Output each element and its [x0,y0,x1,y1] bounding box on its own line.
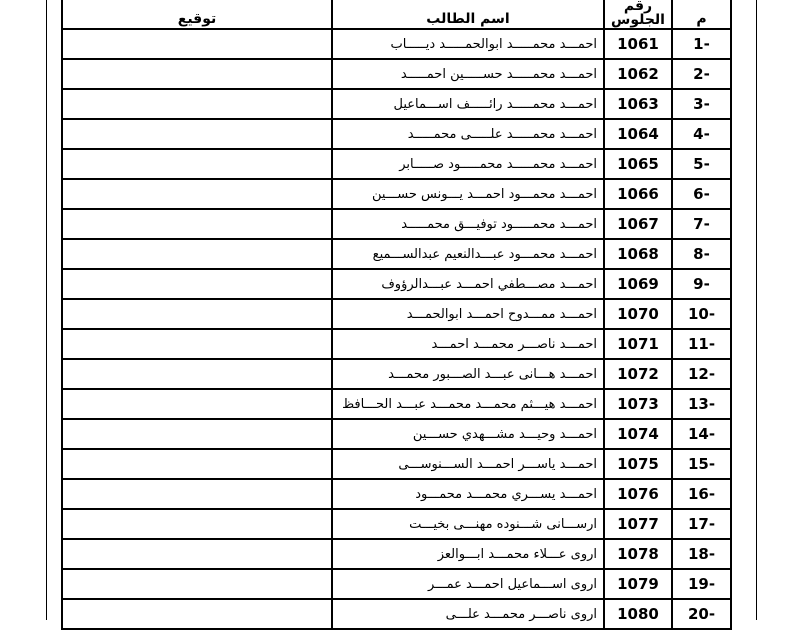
serial-cell: -20 [672,599,731,629]
header-serial: م [672,0,731,29]
table-row [62,389,731,419]
student-name-cell: احمـــد يســـري محمـــد محمـــود [332,479,604,509]
signature-cell [62,539,332,569]
table-row [62,29,731,59]
student-name-cell: احمـــد محمـــود احمـــد يـــونس حســـين [332,179,604,209]
student-name-cell: احمـــد محمـــــد رائـــــف اســـماعيل [332,89,604,119]
seat-number-cell: 1070 [604,299,672,329]
seat-number-cell: 1079 [604,569,672,599]
header-signature: توقيع [62,0,332,29]
table-row [62,209,731,239]
student-name-cell: احمـــد ياســـر احمـــد الســـنوســـى [332,449,604,479]
signature-cell [62,359,332,389]
seat-number-cell: 1073 [604,389,672,419]
student-name-cell: احمـــد ناصـــر محمـــد احمـــد [332,329,604,359]
serial-cell: -14 [672,419,731,449]
seat-number-cell: 1080 [604,599,672,629]
table-row [62,299,731,329]
table-row [62,599,731,629]
student-name-cell: احمـــد محمـــود عبـــدالنعيم عبدالســـميع [332,239,604,269]
signature-cell [62,239,332,269]
table-row [62,59,731,89]
student-name-cell: احمـــد محمـــــد ابوالحمـــــد ديـــــاب [332,29,604,59]
serial-cell: -17 [672,509,731,539]
serial-cell: -4 [672,119,731,149]
signature-cell [62,449,332,479]
seat-number-cell: 1061 [604,29,672,59]
signature-cell [62,329,332,359]
student-name-cell: اروى اســـماعيل احمـــد عمـــر [332,569,604,599]
table-row [62,359,731,389]
seat-number-cell: 1065 [604,149,672,179]
seat-number-cell: 1068 [604,239,672,269]
signature-cell [62,179,332,209]
table-row [62,539,731,569]
table-header-row [62,0,731,29]
signature-cell [62,269,332,299]
header-seat-line2: الجلوس [611,12,665,28]
serial-cell: -8 [672,239,731,269]
seat-number-cell: 1064 [604,119,672,149]
signature-cell [62,389,332,419]
table-row [62,449,731,479]
seat-number-cell: 1062 [604,59,672,89]
serial-cell: -6 [672,179,731,209]
student-name-cell: احمـــد وحيـــد مشـــهدي حســـين [332,419,604,449]
student-name-cell: احمـــد مصـــطفي احمـــد عبـــدالرؤوف [332,269,604,299]
header-student-name: اسم الطالب [332,0,604,29]
serial-cell: -15 [672,449,731,479]
table-row [62,179,731,209]
table-row [62,419,731,449]
serial-cell: -11 [672,329,731,359]
signature-cell [62,119,332,149]
table-row [62,89,731,119]
serial-cell: -12 [672,359,731,389]
header-seat-number [604,0,672,29]
signature-cell [62,89,332,119]
signature-cell [62,149,332,179]
seat-number-cell: 1072 [604,359,672,389]
signature-cell [62,509,332,539]
page-border-left [46,0,47,620]
table-row [62,269,731,299]
table-row [62,329,731,359]
header-seat-line1: رقم [623,0,653,14]
serial-cell: -19 [672,569,731,599]
table-row [62,239,731,269]
serial-cell: -5 [672,149,731,179]
serial-cell: -1 [672,29,731,59]
serial-cell: -13 [672,389,731,419]
seat-number-cell: 1066 [604,179,672,209]
seat-number-cell: 1077 [604,509,672,539]
student-roster-table [61,0,732,630]
page-border-right [756,0,757,620]
serial-cell: -16 [672,479,731,509]
table-row [62,509,731,539]
serial-cell: -3 [672,89,731,119]
seat-number-cell: 1078 [604,539,672,569]
seat-number-cell: 1076 [604,479,672,509]
signature-cell [62,479,332,509]
seat-number-cell: 1075 [604,449,672,479]
student-name-cell: احمـــد محمـــــد علـــــى محمـــــد [332,119,604,149]
serial-cell: -10 [672,299,731,329]
student-name-cell: احمـــد هيـــثم محمـــد محمـــد عبـــد الحـــافظ [332,389,604,419]
signature-cell [62,569,332,599]
signature-cell [62,209,332,239]
seat-number-cell: 1063 [604,89,672,119]
student-name-cell: اروى ناصـــر محمـــد علـــى [332,599,604,629]
signature-cell [62,599,332,629]
seat-number-cell: 1071 [604,329,672,359]
student-name-cell: احمـــد محمـــــود توفيـــق محمـــــد [332,209,604,239]
seat-number-cell: 1074 [604,419,672,449]
table-row [62,569,731,599]
seat-number-cell: 1069 [604,269,672,299]
signature-cell [62,299,332,329]
table-row [62,149,731,179]
seat-number-cell: 1067 [604,209,672,239]
serial-cell: -9 [672,269,731,299]
student-name-cell: احمـــد محمـــــد محمـــــود صـــــابر [332,149,604,179]
student-name-cell: احمـــد هـــانى عبـــد الصـــبور محمـــد [332,359,604,389]
serial-cell: -2 [672,59,731,89]
signature-cell [62,59,332,89]
serial-cell: -18 [672,539,731,569]
serial-cell: -7 [672,209,731,239]
student-name-cell: اروى عـــلاء محمـــد ابـــوالعز [332,539,604,569]
signature-cell [62,29,332,59]
table-row [62,119,731,149]
student-name-cell: ارســـانى شـــنوده مهنـــى بخيـــت [332,509,604,539]
student-name-cell: احمـــد محمـــــد حســـــين احمـــــد [332,59,604,89]
student-name-cell: احمـــد ممـــدوح احمـــد ابوالحمـــد [332,299,604,329]
signature-cell [62,419,332,449]
table-row [62,479,731,509]
roster-body [62,29,731,629]
